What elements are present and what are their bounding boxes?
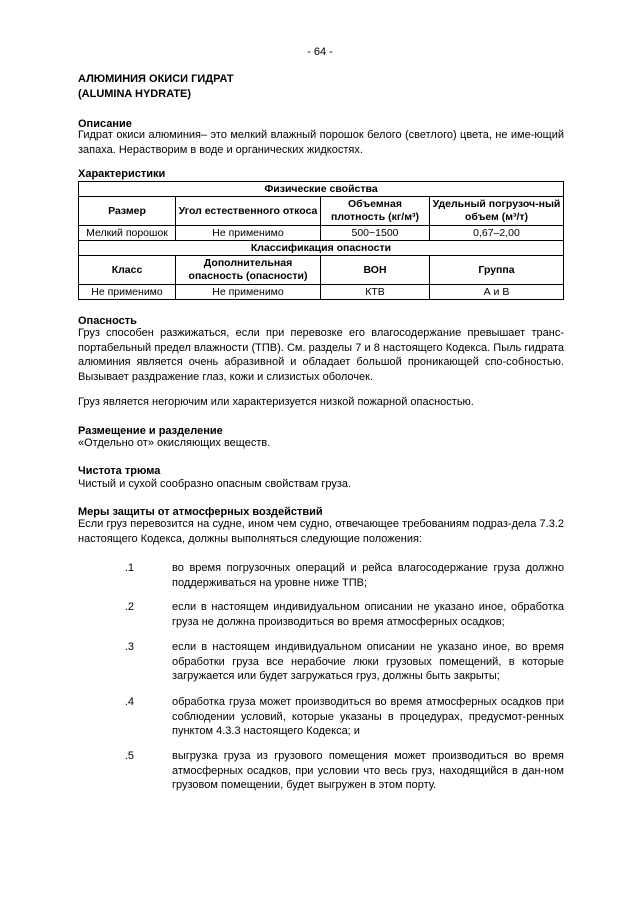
list-item-number: .4 <box>124 696 134 708</box>
column-header: Группа <box>430 256 564 285</box>
table-row <box>79 197 564 226</box>
stowage-heading: Размещение и разделение <box>78 425 223 437</box>
list-item-number: .1 <box>124 562 134 574</box>
table-cell: 500−1500 <box>321 226 430 241</box>
hold-cleanliness-text: Чистый и сухой сообразно опасным свойствам груза. <box>78 478 352 490</box>
cargo-title <box>78 72 234 102</box>
description-text: Гидрат окиси алюминия– это мелкий влажный порошок белого (светлого) цвета, не име-ющий запаха. Нерастворим в воде и органических жидкостях. <box>78 129 564 156</box>
hold-cleanliness-heading: Чистота трюма <box>78 465 161 477</box>
page-number: - 64 - <box>307 46 333 58</box>
weather-precautions-heading: Меры защиты от атмосферных воздействий <box>78 506 323 518</box>
column-header: Удельный погрузоч-ный объем (м³/т) <box>430 197 564 226</box>
table-cell: Мелкий порошок <box>79 226 176 241</box>
stowage-text: «Отдельно от» окисляющих веществ. <box>78 437 271 449</box>
fire-hazard-text: Груз является негорючим или характеризуется низкой пожарной опасностью. <box>78 396 474 408</box>
column-header: Размер <box>79 197 176 226</box>
hazard-text: Груз способен разжижаться, если при перевозке его влагосодержание превышает транс-портабельный предел влажности (ТПВ). См. разделы 7 и 8 настоящего Кодекса. Пыль гидрата алюминия является очень абразивной и обладает большой проникающей спо-собностью. Вызывает раздражение глаз, кожи и слизистых оболочек. <box>78 327 564 383</box>
list-item-number: .2 <box>124 601 134 613</box>
characteristics-table <box>78 181 564 300</box>
table-cell: 0,67–2,00 <box>430 226 564 241</box>
list-item-number: .3 <box>124 641 134 653</box>
column-header: Объемная плотность (кг/м³) <box>321 197 430 226</box>
table-cell: А и В <box>430 285 564 300</box>
list-item-text: во время погрузочных операций и рейса влагосодержание груза должно поддерживаться на уровне ниже ТПВ; <box>172 562 564 589</box>
list-item-text: обработка груза может производиться во время атмосферных осадков при соблюдении условий, которые указаны в процедурах, предусмот-ренных пунктом 4.3.3 настоящего Кодекса; и <box>172 696 564 737</box>
table-cell: КТВ <box>321 285 430 300</box>
title-english: (ALUMINA HYDRATE) <box>78 88 192 100</box>
table-cell: Не применимо <box>176 285 321 300</box>
list-item-number: .5 <box>124 750 134 762</box>
column-header: Угол естественного откоса <box>176 197 321 226</box>
list-item-text: выгрузка груза из грузового помещения может производиться во время атмосферных осадков, при условии что весь груз, находящийся в дан-ном грузовом помещении, будет выгружен в этом порту. <box>172 750 564 791</box>
column-header: Дополнительная опасность (опасности) <box>176 256 321 285</box>
hazard-heading: Опасность <box>78 315 137 327</box>
table-cell: Не применимо <box>79 285 176 300</box>
table-cell: Не применимо <box>176 226 321 241</box>
list-item-text: если в настоящем индивидуальном описании не указано иное, обработка груза не должна производиться во время атмосферных осадков; <box>172 601 564 628</box>
column-header: Класс <box>79 256 176 285</box>
physical-properties-header: Физические свойства <box>79 182 564 197</box>
table-row <box>79 256 564 285</box>
table-row <box>79 226 564 241</box>
list-item-text: если в настоящем индивидуальном описании не указано иное, во время обработки груза все нерабочие люки грузовых помещений, в которые загружается или будет загружаться груз, должны быть закрыты; <box>172 641 564 682</box>
characteristics-heading: Характеристики <box>78 168 166 180</box>
table-row <box>79 285 564 300</box>
hazard-classification-header: Классификация опасности <box>79 241 564 256</box>
column-header: ВОН <box>321 256 430 285</box>
table-row <box>79 241 564 256</box>
description-heading: Описание <box>78 118 132 130</box>
title-russian: АЛЮМИНИЯ ОКИСИ ГИДРАТ <box>78 73 234 85</box>
weather-precautions-intro: Если груз перевозится на судне, ином чем судно, отвечающее требованиям подраз-дела 7.3.2 настоящего Кодекса, должны выполняться следующие положения: <box>78 518 564 545</box>
table-row <box>79 182 564 197</box>
